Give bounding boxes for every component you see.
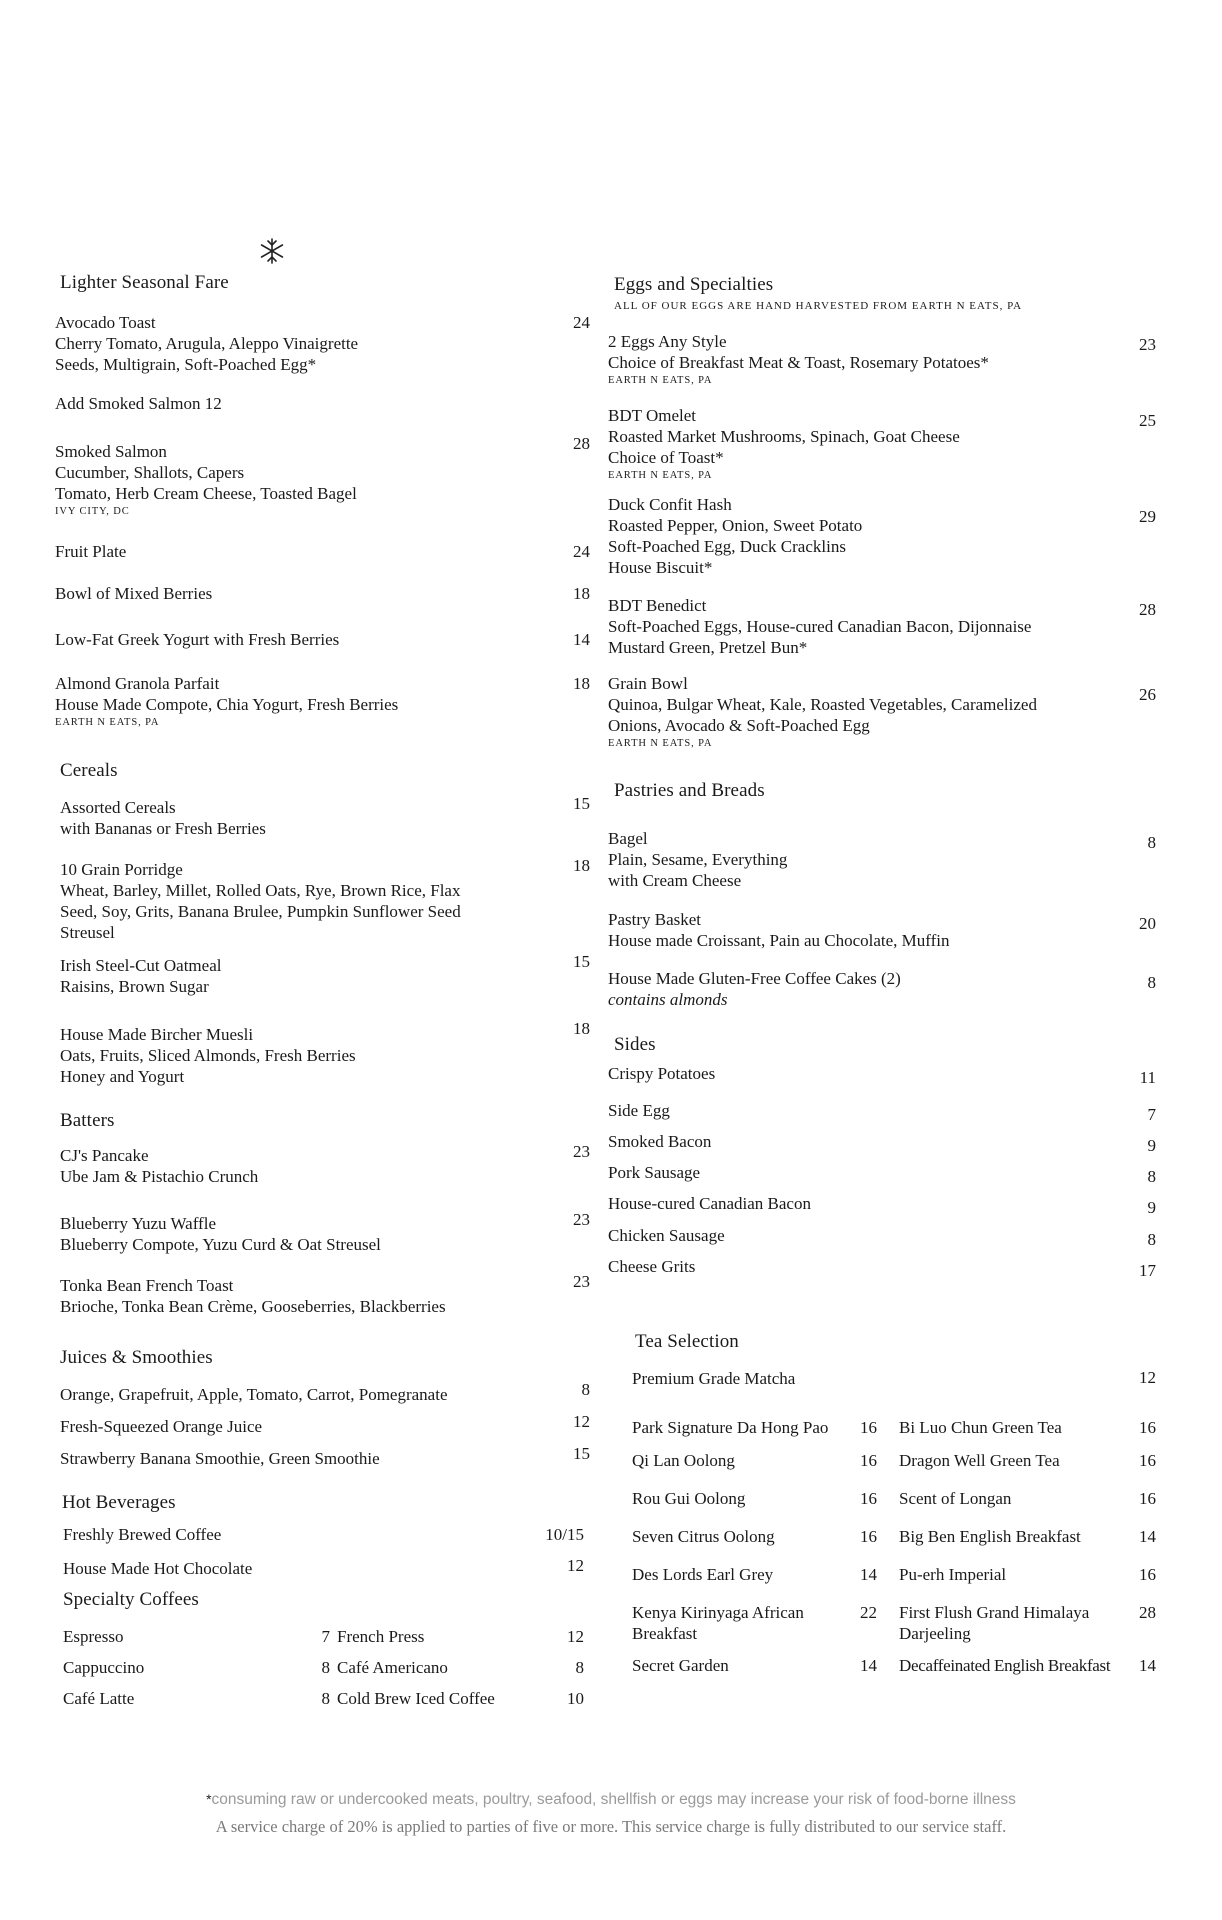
- item-price: 12: [573, 1412, 590, 1431]
- menu-item: French Press: [337, 1627, 425, 1646]
- item-price: 18: [573, 856, 590, 875]
- menu-item: BDT Omelet Roasted Market Mushrooms, Spinach, Goat Cheese Choice of Toast* EARTH N EATS, PA: [608, 406, 960, 481]
- item-price: 8: [1147, 833, 1156, 852]
- tea-item: Kenya Kirinyaga African Breakfast: [632, 1603, 804, 1643]
- item-price: 8: [575, 1658, 584, 1677]
- section-heading-lighter: Lighter Seasonal Fare: [60, 272, 229, 293]
- tea-item: Secret Garden: [632, 1656, 729, 1675]
- item-price: 10: [567, 1689, 584, 1708]
- menu-item: Pork Sausage: [608, 1163, 701, 1182]
- item-price: 24: [573, 313, 590, 332]
- menu-item: Duck Confit Hash Roasted Pepper, Onion, Sweet Potato Soft-Poached Egg, Duck Cracklins House Biscuit*: [608, 495, 863, 577]
- item-price: 14: [573, 630, 590, 649]
- menu-item: Bagel Plain, Sesame, Everything with Cream Cheese: [608, 829, 788, 890]
- menu-item: Cold Brew Iced Coffee: [337, 1689, 495, 1708]
- menu-item: Strawberry Banana Smoothie, Green Smoothie: [60, 1449, 380, 1468]
- menu-item: Irish Steel-Cut Oatmeal Raisins, Brown Sugar: [60, 956, 222, 996]
- item-price: 15: [573, 794, 590, 813]
- section-heading-hot-beverages: Hot Beverages: [62, 1492, 176, 1513]
- tea-item: Park Signature Da Hong Pao: [632, 1418, 829, 1437]
- item-price: 26: [1139, 685, 1156, 704]
- menu-item: House Made Hot Chocolate: [63, 1559, 253, 1578]
- item-price: 16: [860, 1451, 877, 1470]
- menu-item: Chicken Sausage: [608, 1226, 725, 1245]
- item-price: 22: [860, 1603, 877, 1622]
- item-price: 20: [1139, 914, 1156, 933]
- item-price: 18: [573, 674, 590, 693]
- menu-item: CJ's Pancake Ube Jam & Pistachio Crunch: [60, 1146, 259, 1186]
- tea-item: Bi Luo Chun Green Tea: [899, 1418, 1062, 1437]
- tea-item: Big Ben English Breakfast: [899, 1527, 1081, 1546]
- item-price: 8: [1147, 973, 1156, 992]
- menu-item: Avocado Toast Cherry Tomato, Arugula, Aleppo Vinaigrette Seeds, Multigrain, Soft-Poached Egg*: [55, 313, 359, 374]
- item-price: 29: [1139, 507, 1156, 526]
- section-heading-sides: Sides: [614, 1034, 656, 1055]
- item-price: 25: [1139, 411, 1156, 430]
- item-price: 24: [573, 542, 590, 561]
- section-heading-batters: Batters: [60, 1110, 115, 1131]
- item-price: 15: [573, 952, 590, 971]
- item-price: 23: [573, 1142, 590, 1161]
- section-heading-cereals: Cereals: [60, 760, 118, 781]
- item-price: 14: [1139, 1656, 1156, 1675]
- service-charge-note: A service charge of 20% is applied to parties of five or more. This service charge is fully distributed to our service staff.: [215, 1817, 1007, 1836]
- section-heading-pastries: Pastries and Breads: [614, 780, 765, 801]
- item-price: 9: [1147, 1136, 1156, 1155]
- menu-item: Pastry Basket House made Croissant, Pain au Chocolate, Muffin: [608, 910, 950, 950]
- menu-item: Smoked Bacon: [608, 1132, 712, 1151]
- item-price: 28: [1139, 600, 1156, 619]
- eggs-source-note: ALL OF OUR EGGS ARE HAND HARVESTED FROM EARTH N EATS, PA: [614, 300, 1023, 312]
- item-price: 9: [1147, 1198, 1156, 1217]
- section-heading-specialty-coffees: Specialty Coffees: [63, 1589, 199, 1610]
- menu-item: Orange, Grapefruit, Apple, Tomato, Carrot, Pomegranate: [60, 1385, 448, 1404]
- item-price: 23: [573, 1272, 590, 1291]
- menu-item: House Made Gluten-Free Coffee Cakes (2) contains almonds: [608, 969, 901, 1009]
- tea-item: Dragon Well Green Tea: [899, 1451, 1060, 1470]
- menu-item: Freshly Brewed Coffee: [63, 1525, 222, 1544]
- tea-item: Scent of Longan: [899, 1489, 1012, 1508]
- item-price: 8: [321, 1658, 330, 1677]
- menu-item: House-cured Canadian Bacon: [608, 1194, 811, 1213]
- menu-item: Add Smoked Salmon 12: [55, 394, 222, 413]
- item-price: 23: [1139, 335, 1156, 354]
- item-price: 18: [573, 1019, 590, 1038]
- item-price: 12: [567, 1556, 584, 1575]
- menu-item: Smoked Salmon Cucumber, Shallots, Capers Tomato, Herb Cream Cheese, Toasted Bagel IVY CITY, DC: [55, 442, 357, 517]
- item-price: 16: [860, 1418, 877, 1437]
- menu-item: Crispy Potatoes: [608, 1064, 716, 1083]
- menu-item: Café Latte: [63, 1689, 135, 1708]
- food-safety-warning: *consuming raw or undercooked meats, poultry, seafood, shellfish or eggs may increase your risk of food-borne illness: [206, 1791, 1016, 1808]
- item-price: 8: [1147, 1230, 1156, 1249]
- tea-item: Qi Lan Oolong: [632, 1451, 735, 1470]
- menu-item: BDT Benedict Soft-Poached Eggs, House-cured Canadian Bacon, Dijonnaise Mustard Green, Pretzel Bun*: [608, 596, 1032, 657]
- item-price: 16: [860, 1489, 877, 1508]
- tea-item: Decaffeinated English Breakfast: [899, 1656, 1111, 1675]
- item-price: 28: [573, 434, 590, 453]
- item-price: 15: [573, 1444, 590, 1463]
- item-price: 8: [321, 1689, 330, 1708]
- tea-item: Des Lords Earl Grey: [632, 1565, 774, 1584]
- menu-item: 2 Eggs Any Style Choice of Breakfast Meat & Toast, Rosemary Potatoes* EARTH N EATS, PA: [608, 332, 989, 386]
- item-price: 14: [1139, 1527, 1156, 1546]
- item-price: 10/15: [545, 1525, 584, 1544]
- menu-item: Premium Grade Matcha: [632, 1369, 796, 1388]
- item-price: 14: [860, 1656, 877, 1675]
- item-price: 17: [1139, 1261, 1156, 1280]
- item-price: 18: [573, 584, 590, 603]
- item-price: 7: [1147, 1105, 1156, 1124]
- menu-item: Side Egg: [608, 1101, 670, 1120]
- item-price: 28: [1139, 1603, 1156, 1622]
- menu-item: Café Americano: [337, 1658, 448, 1677]
- menu-item: Cappuccino: [63, 1658, 145, 1677]
- tea-item: Rou Gui Oolong: [632, 1489, 746, 1508]
- item-price: 16: [1139, 1489, 1156, 1508]
- item-price: 11: [1139, 1068, 1156, 1087]
- item-price: 16: [1139, 1451, 1156, 1470]
- menu-item: Espresso: [63, 1627, 124, 1646]
- menu-item: Cheese Grits: [608, 1257, 696, 1276]
- section-heading-tea: Tea Selection: [635, 1331, 739, 1352]
- menu-item: Assorted Cereals with Bananas or Fresh Berries: [60, 798, 266, 838]
- menu-item: Fresh-Squeezed Orange Juice: [60, 1417, 263, 1436]
- item-price: 16: [860, 1527, 877, 1546]
- menu-item: Almond Granola Parfait House Made Compote, Chia Yogurt, Fresh Berries EARTH N EATS, PA: [55, 674, 399, 728]
- menu-item: Fruit Plate: [55, 542, 127, 561]
- item-price: 8: [581, 1380, 590, 1399]
- tea-item: Seven Citrus Oolong: [632, 1527, 775, 1546]
- menu-item: Grain Bowl Quinoa, Bulgar Wheat, Kale, Roasted Vegetables, Caramelized Onions, Avocado & Soft-Poached Egg EARTH N EATS, PA: [608, 674, 1037, 749]
- menu-item: Bowl of Mixed Berries: [55, 584, 213, 603]
- item-price: 7: [321, 1627, 330, 1646]
- section-heading-juices: Juices & Smoothies: [60, 1347, 213, 1368]
- menu-item: Low-Fat Greek Yogurt with Fresh Berries: [55, 630, 340, 649]
- menu-item: 10 Grain Porridge Wheat, Barley, Millet, Rolled Oats, Rye, Brown Rice, Flax Seed, Soy, Grits, Banana Brulee, Pumpkin Sunflower Seed Streusel: [60, 860, 461, 942]
- item-price: 23: [573, 1210, 590, 1229]
- menu-item: Blueberry Yuzu Waffle Blueberry Compote, Yuzu Curd & Oat Streusel: [60, 1214, 381, 1254]
- section-heading-eggs: Eggs and Specialties: [614, 274, 774, 295]
- snowflake-logo-icon: [257, 236, 287, 266]
- tea-item: Pu-erh Imperial: [899, 1565, 1007, 1584]
- item-price: 14: [860, 1565, 877, 1584]
- menu-item: Tonka Bean French Toast Brioche, Tonka Bean Crème, Gooseberries, Blackberries: [60, 1276, 446, 1316]
- item-price: 8: [1147, 1167, 1156, 1186]
- tea-item: First Flush Grand Himalaya Darjeeling: [899, 1603, 1090, 1643]
- menu-item: House Made Bircher Muesli Oats, Fruits, Sliced Almonds, Fresh Berries Honey and Yogurt: [60, 1025, 356, 1086]
- item-price: 16: [1139, 1565, 1156, 1584]
- item-price: 12: [1139, 1368, 1156, 1387]
- item-price: 16: [1139, 1418, 1156, 1437]
- item-price: 12: [567, 1627, 584, 1646]
